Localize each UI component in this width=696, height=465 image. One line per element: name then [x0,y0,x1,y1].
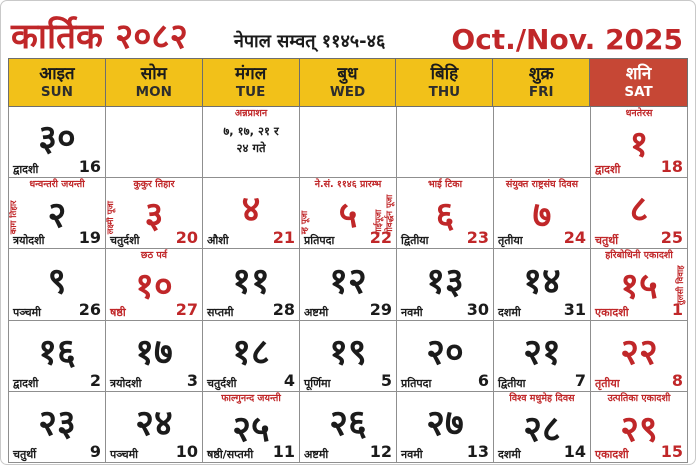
nepali-date: ३ [144,195,164,237]
date-footer [13,370,101,390]
english-date: 30 [466,299,489,319]
weekday-header-wed [300,59,397,106]
english-date: 8 [671,370,683,390]
day-cell [397,321,494,392]
day-cell [203,249,300,320]
tithi-label: नवमी [401,447,423,461]
english-date: 21 [272,228,295,248]
day-cell [300,178,397,249]
day-cell [300,107,397,178]
nepali-date: ६ [435,195,455,237]
nepali-date: २१ [523,331,561,373]
english-date: 25 [660,228,683,248]
tithi-label: त्रयोदशी [110,376,142,390]
weekday-nepali-label: शनि [625,63,652,84]
date-footer [304,370,392,390]
month-title: कार्तिक २०८२ [11,17,188,57]
tithi-label: एकादशी [595,447,629,461]
festival-label: भाई टिका [427,179,463,191]
date-footer [595,299,683,319]
date-footer [110,230,198,246]
tithi-label: दशमी [498,305,521,319]
weekday-english-label: SUN [40,83,73,100]
english-date: 4 [283,370,295,390]
weekday-header-tue [203,59,300,106]
tithi-label: त्रयोदशी [13,234,45,248]
festival-label: विश्व मधुमेह दिवस [509,392,575,404]
english-date: 14 [563,441,586,461]
date-footer [110,299,198,319]
festival-label: छठ पर्व [140,250,168,262]
day-cell [203,321,300,392]
weekday-nepali-label: सोम [140,63,167,84]
english-date: 7 [574,370,586,390]
english-date: 27 [175,299,198,319]
nepali-date: १२ [329,260,367,302]
english-date: 26 [78,299,101,319]
nepali-date: २ [47,195,67,237]
weekday-nepali-label: बुध [337,63,358,84]
nepali-date: २९ [620,408,658,450]
tithi-label: द्वादशी [595,163,621,177]
date-footer [207,299,295,319]
weekday-nepali-label: शुक्र [528,63,554,84]
day-cell [9,392,106,463]
day-cell [494,178,591,249]
day-cell [203,178,300,249]
day-cell [106,321,203,392]
tithi-label: षष्ठी/सप्तमी [207,447,254,461]
nepali-date: २० [426,331,464,373]
calendar-header [1,1,695,58]
vertical-festival-label: तुलसी विवाह [675,265,686,306]
tithi-label: प्रतिपदा [304,234,335,248]
tithi-label: चतुर्थी [13,447,37,461]
tithi-label: चतुर्थी [595,234,619,248]
nepali-date: १५ [620,266,658,308]
date-footer [401,299,489,319]
date-footer [401,441,489,461]
festival-label: धन्वन्तरी जयन्ती [29,179,85,191]
english-date: 16 [78,157,101,177]
nepali-date: २८ [523,408,561,450]
nepali-date: १८ [232,331,270,373]
weekday-header-sun [9,59,106,106]
nepali-date: ४ [241,189,261,231]
vertical-festival-label: गोवर्द्धन पूजा [384,194,395,235]
english-date: 15 [660,441,683,461]
day-cell [106,249,203,320]
day-cell [494,392,591,463]
tithi-label: द्वादशी [13,163,39,177]
tithi-label: पञ्चमी [13,305,42,319]
date-footer [498,230,586,246]
tithi-label: प्रतिपदा [401,376,432,390]
date-footer [304,230,392,246]
day-cell [397,178,494,249]
festival-label: हरिबोधिनी एकादशी [605,250,673,262]
note-line: ७, १७, २१ र [223,124,279,138]
nepali-date: २३ [38,403,76,445]
tithi-label: तृतीया [595,376,620,390]
tithi-label: चतुर्दशी [207,376,237,390]
date-footer [595,230,683,246]
day-cell [106,107,203,178]
date-footer [110,370,198,390]
day-cell [591,107,688,178]
english-date: 23 [466,228,489,248]
nepali-date: ७ [532,195,552,237]
english-date: 6 [477,370,489,390]
tithi-label: नवमी [401,305,423,319]
english-date: 9 [89,441,101,461]
day-cell [106,178,203,249]
weekday-english-label: TUE [235,83,266,100]
festival-label: ने.सं. ११४६ प्रारम्भ [314,179,382,191]
day-cell [300,249,397,320]
nepali-date: २६ [329,403,367,445]
day-cell [397,107,494,178]
nepali-date: २४ [135,403,173,445]
date-footer [304,441,392,461]
english-date: 24 [563,228,586,248]
note-lines [203,123,299,158]
tithi-label: पूर्णिमा [304,376,331,390]
tithi-label: अष्टमी [304,305,329,319]
date-footer [110,441,198,461]
date-footer [401,230,489,246]
date-footer [498,299,586,319]
day-cell [9,321,106,392]
english-date: 10 [175,441,198,461]
nepali-date: ८ [629,189,649,231]
nepali-date: २५ [232,408,270,450]
nepali-date: १७ [135,331,173,373]
day-cell [300,392,397,463]
date-footer [207,441,295,461]
date-footer [595,441,683,461]
note-line: २४ गते [236,141,266,156]
day-cell [591,249,688,320]
nepali-date: ५ [338,195,358,237]
nepali-date: ३० [38,118,76,160]
weekday-english-label: SAT [624,83,653,100]
era-subtitle: नेपाल सम्वत् ११४५-४६ [233,31,386,52]
date-footer [13,441,101,461]
weekday-english-label: MON [135,83,172,100]
day-cell [397,392,494,463]
weekday-header-sat [590,59,687,106]
date-footer [595,370,683,390]
vertical-festival-label: लक्ष्मी पूजा [106,201,116,235]
weekday-english-label: WED [329,83,366,100]
nepali-date: ९ [47,260,67,302]
english-date: 3 [186,370,198,390]
tithi-label: चतुर्दशी [110,234,140,248]
weekday-nepali-label: बिहि [430,63,459,84]
nepali-date: १३ [426,260,464,302]
tithi-label: अष्टमी [304,447,329,461]
calendar-grid [8,107,688,463]
day-cell [9,178,106,249]
day-cell [203,107,300,178]
day-cell [203,392,300,463]
festival-label: अन्नप्राशन [234,108,268,119]
tithi-label: दशमी [498,447,521,461]
date-footer [13,299,101,319]
english-date: 19 [78,228,101,248]
tithi-label: एकादशी [595,305,629,319]
english-date: 28 [272,299,295,319]
date-footer [304,299,392,319]
festival-label: धनतेरस [625,108,653,119]
festival-label: उत्पतिका एकादशी [607,392,671,404]
day-cell [397,249,494,320]
nepali-date: १० [135,266,173,308]
english-date: 29 [369,299,392,319]
tithi-label: षष्ठी [110,305,126,319]
festival-label: फाल्गुनन्द जयन्ती [221,392,281,404]
weekday-english-label: THU [428,83,461,100]
date-footer [13,159,101,175]
day-cell [9,107,106,178]
weekday-header-mon [106,59,203,106]
date-footer [207,230,295,246]
tithi-label: द्वितीया [498,376,526,390]
day-cell [494,107,591,178]
english-month-title: Oct./Nov. 2025 [451,23,683,56]
date-footer [498,441,586,461]
tithi-label: द्वादशी [13,376,39,390]
english-date: 22 [369,228,392,248]
english-date: 20 [175,228,198,248]
nepali-date: १४ [523,260,561,302]
date-footer [13,230,101,246]
tithi-label: औशी [207,234,229,248]
vertical-festival-label: काग तिहार [9,200,19,235]
tithi-label: पञ्चमी [110,447,139,461]
english-date: 11 [272,441,295,461]
english-date: 1 [671,299,683,319]
tithi-label: सप्तमी [207,305,234,319]
day-cell [494,249,591,320]
date-footer [207,370,295,390]
nepali-date: १६ [38,331,76,373]
weekday-header-thu [396,59,493,106]
weekday-nepali-label: आइत [39,63,75,84]
weekday-english-label: FRI [528,83,554,100]
vertical-festival-label: म्ह पूजा [300,211,310,235]
tithi-label: तृतीया [498,234,523,248]
day-cell [591,321,688,392]
weekday-nepali-label: मंगल [235,63,267,84]
nepali-date: २२ [620,331,658,373]
english-date: 18 [660,157,683,177]
day-cell [591,392,688,463]
festival-label: कुकुर तिहार [133,179,175,191]
nepali-date: ११ [232,260,270,302]
english-date: 12 [369,441,392,461]
date-footer [498,370,586,390]
vertical-festival-label: गाईपूजा [374,209,385,235]
day-cell [300,321,397,392]
nepali-date: २७ [426,403,464,445]
date-footer [595,159,683,175]
day-cell [106,392,203,463]
english-date: 13 [466,441,489,461]
day-cell [494,321,591,392]
date-footer [401,370,489,390]
english-date: 2 [89,370,101,390]
weekday-header-row [8,58,688,107]
weekday-header-fri [493,59,590,106]
english-date: 31 [563,299,586,319]
tithi-label: द्वितीया [401,234,429,248]
day-cell [9,249,106,320]
festival-label: संयुक्त राष्ट्रसंघ दिवस [505,179,579,191]
nepali-date: १९ [329,331,367,373]
day-cell [591,178,688,249]
nepali-date: १ [629,123,649,165]
english-date: 5 [380,370,392,390]
